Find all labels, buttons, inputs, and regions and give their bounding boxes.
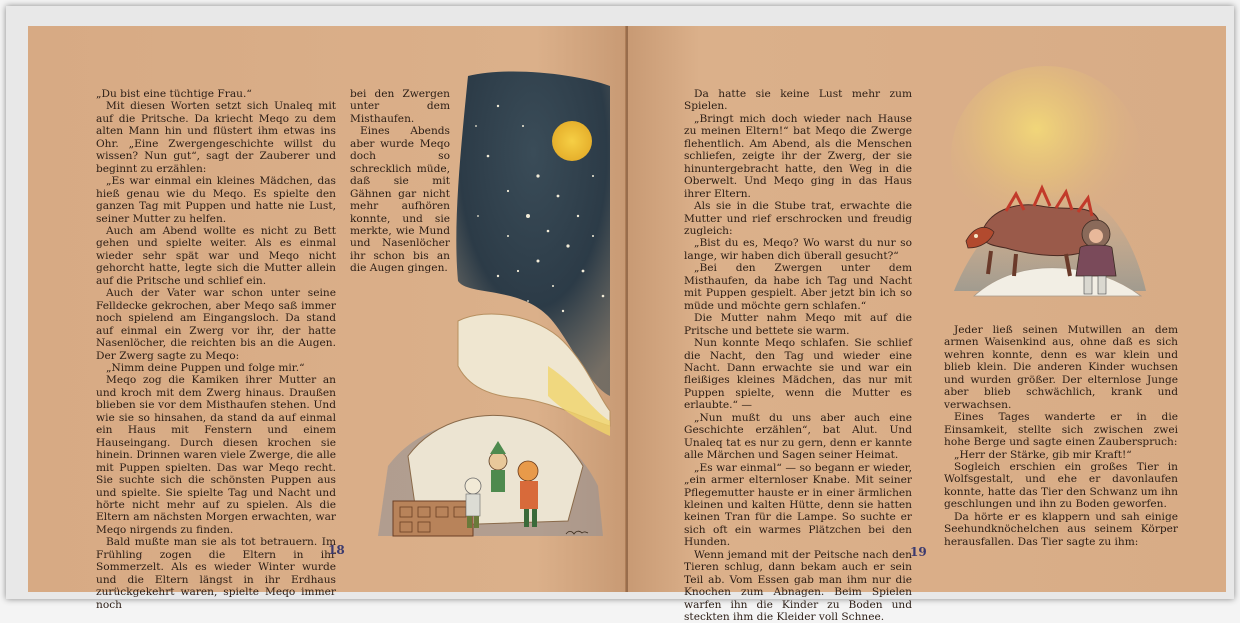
paragraph: „Herr der Stärke, gib mir Kraft!“ <box>954 448 1132 461</box>
paragraph: Meqo zog die Kamiken ihrer Mutter an und kroch mit dem Zwerg hinaus. Draußen blieben sie vor dem Misthaufen stehen. Und wie sie so hinsahen, da stand da auf einmal ein Haus mit Fenstern und einem Hauseingang. Durch diesen krochen sie hinein. Drinnen waren viele Zwerge, die alle mit Puppen spielten. Das war Meqo recht. Sie suchte sich die schönsten Puppen aus und spielte. Sie spielte Tag und Nacht und hörte nicht mehr auf zu spielen. Als die Eltern am nächsten Morgen erwachten, war Meqo nirgends zu finden. <box>96 374 336 536</box>
left-page <box>28 26 626 611</box>
paragraph: Nun konnte Meqo schlafen. Sie schlief die Nacht, den Tag und wieder eine Nacht. Dann erwachte sie und war ein fleißiges kleines Mädchen, das nur mit Puppen spielte, wenn die Mutter es erlaubte.“ — <box>684 337 912 412</box>
paragraph: Sogleich erschien ein großes Tier in Wolfsgestalt, und ehe er davonlaufen konnte, hatte das Tier den Schwanz um ihn geschlungen und ihn zu Boden geworfen. <box>944 460 1178 511</box>
page-number: 19 <box>910 545 927 559</box>
paragraph: Auch der Vater war schon unter seine Felldecke gekrochen, aber Meqo saß immer noch spielend am Eingangsloch. Da stand auf einmal ein Zwerg vor ihr, der hatte Nasenlöcher, die reichten bis an die Augen. Der Zwerg sagte zu Meqo: <box>96 287 336 362</box>
paragraph: Wenn jemand mit der Peitsche nach den Tieren schlug, dann bekam auch er sein Teil ab. Vom Essen gab man ihm nur die Knochen zum Abnagen. Beim Spielen warfen ihn die Kinder zu Boden und steckten ihm die Kleider voll Schnee. <box>684 548 912 623</box>
paragraph: Als sie in die Stube trat, erwachte die Mutter und rief erschrocken und freudig zugleich: <box>684 200 912 237</box>
paragraph: Da hatte sie keine Lust mehr zum Spielen. <box>684 88 912 113</box>
paragraph: Auch am Abend wollte es nicht zu Bett gehen und spielte weiter. Als es einmal wieder sehr spät war und Meqo nicht gehorcht hatte, legte sich die Mutter allein auf die Pritsche und schlief ein. <box>96 224 336 287</box>
paragraph: „Bei den Zwergen unter dem Misthaufen, da habe ich Tag und Nacht mit Puppen gespielt. Aber jetzt bin ich so müde und möchte gern schlafen.“ <box>684 262 912 312</box>
right-page-column-2 <box>944 324 1178 548</box>
paragraph: „Bringt mich doch wieder nach Hause zu meinen Eltern!“ bat Meqo die Zwerge flehentlich. Am Abend, als die Menschen schliefen, zeigte ihr der Zwerg, der sie hinuntergebracht hatte, den Weg in die Oberwelt. Und Meqo ging in das Haus ihrer Eltern. <box>684 112 912 200</box>
paragraph: „Nimm deine Puppen und folge mir.“ <box>106 361 305 374</box>
night-sky-illustration <box>348 66 616 546</box>
paragraph: „Bist du es, Meqo? Wo warst du nur so lange, wir haben dich überall gesucht?“ <box>684 237 912 262</box>
paragraph: „Es war einmal“ — so begann er wieder, „ein armer elternloser Knabe. Mit seiner Pflegemutter hauste er in einer ärmlichen kleinen und kalten Hütte, denn sie hatten keinen Tran für die Lampe. So suchte er sich oft ein warmes Plätzchen bei den Hunden. <box>684 461 912 549</box>
right-page-column-1 <box>684 88 912 623</box>
paragraph: bei den Zwergen unter dem Misthaufen. <box>350 88 450 125</box>
paragraph: „Es war einmal ein kleines Mädchen, das hieß genau wie du Meqo. Es spielte den ganzen Tag mit Puppen und hatte nie Lust, seiner Mutter zu helfen. <box>96 175 336 225</box>
paragraph: Bald mußte man sie als tot betrauern. Im Frühling zogen die Eltern in ihr Sommerzelt. Als es wieder Winter wurde und die Eltern längst in ihr Erdhaus zurückgekehrt waren, spielte Meqo immer noch <box>96 536 336 611</box>
left-page-column-1 <box>96 88 336 611</box>
paragraph: Mit diesen Worten setzt sich Unaleq mit auf die Pritsche. Da kriecht Meqo zu dem alten Mann hin und flüstert ihm etwas ins Ohr. „Eine Zwergengeschichte willst du wissen? Nun gut“, sagt der Zauberer und beginnt zu erzählen: <box>96 100 336 175</box>
paragraph: Da hörte er es klappern und sah einige Seehundknöchelchen aus seinem Körper herausfallen. Das Tier sagte zu ihm: <box>944 510 1178 548</box>
moon-icon <box>552 121 592 161</box>
paragraph: Eines Tages wanderte er in die Einsamkeit, stellte sich zwischen zwei hohe Berge und sagte einen Zauberspruch: <box>944 411 1178 449</box>
page-number: 18 <box>328 543 345 557</box>
scan-frame <box>6 6 1234 623</box>
paragraph: „Du bist eine tüchtige Frau.“ <box>96 88 252 100</box>
right-page <box>628 26 1226 623</box>
paragraph: Die Mutter nahm Meqo mit auf die Pritsche und bettete sie warm. <box>684 312 912 337</box>
paragraph: Jeder ließ seinen Mutwillen an dem armen Waisenkind aus, ohne daß es sich wehren konnte, denn es war klein und blieb klein. Die anderen Kinder wuchsen und wurden größer. Der elternlose Junge aber blieb schwächlich, krank und verwachsen. <box>944 324 1178 411</box>
paragraph: „Nun mußt du uns aber auch eine Geschichte erzählen“, bat Alut. Und Unaleq tat es nur zu gern, denn er kannte alle Märchen und Sagen seiner Heimat. <box>684 411 912 462</box>
paragraph: Eines Abends aber wurde Meqo doch so schrecklich müde, daß sie mit Gähnen gar nicht mehr aufhören konnte, und sie merkte, wie Mund und Nasenlöcher ihr schon bis an die Augen gingen. <box>350 125 450 275</box>
wolf-creature-illustration <box>946 76 1156 306</box>
open-book-spread <box>28 26 1226 623</box>
